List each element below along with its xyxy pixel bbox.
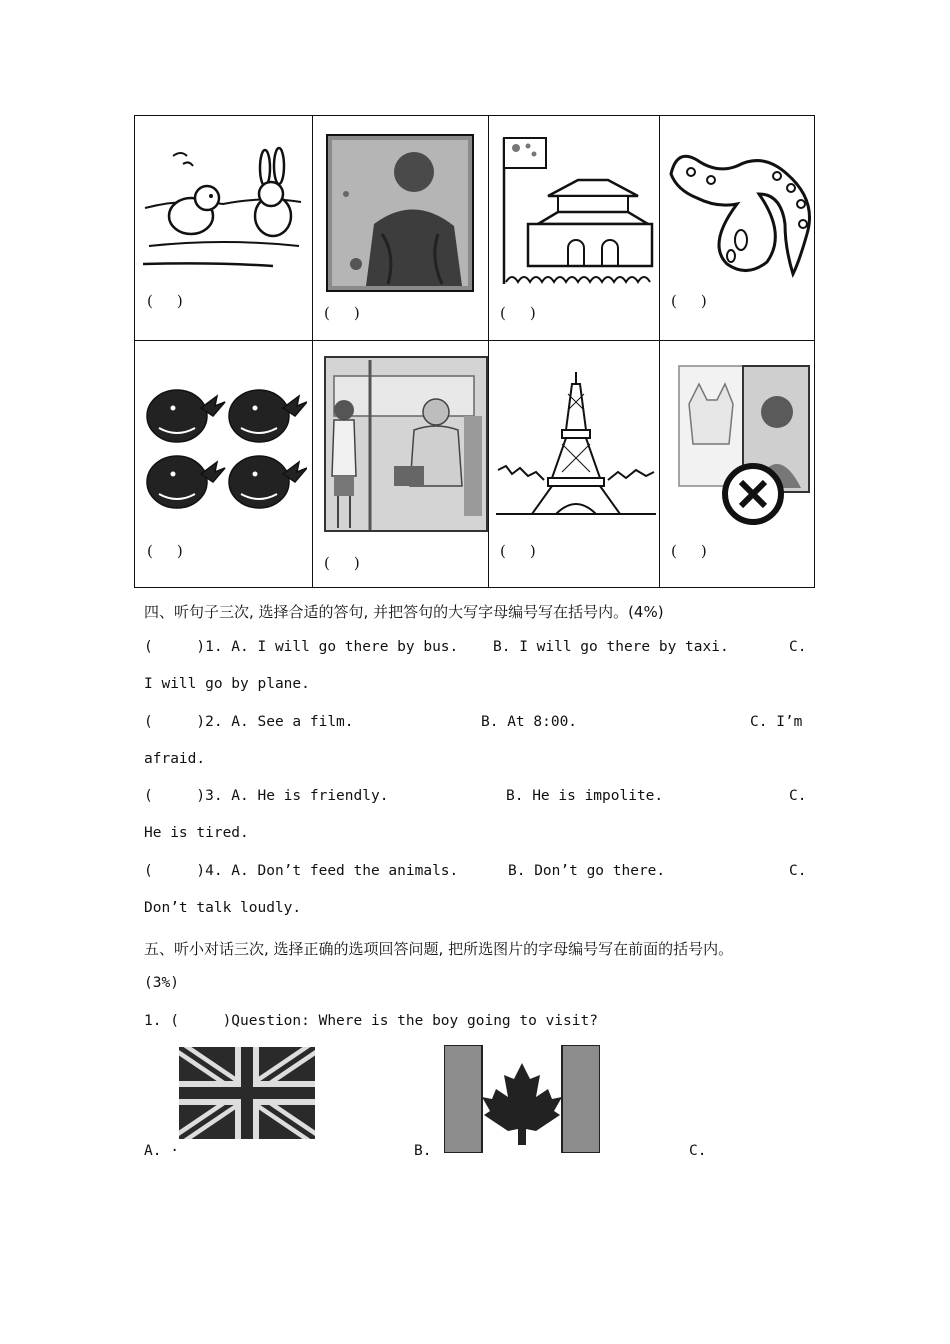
picture-cell-tortoise-hare [135, 116, 312, 340]
tortoise-hare-image [143, 146, 303, 276]
question-2-option-c-text: afraid. [144, 751, 206, 767]
answer-parens[interactable]: ( ) [671, 542, 708, 560]
no-photos-sign-image [677, 364, 811, 530]
question-3-option-a: ( )3. A. He is friendly. [144, 788, 389, 804]
section5-question-1: 1. ( )Question: Where is the boy going to visit? [144, 1013, 598, 1029]
picture-grid [134, 115, 815, 588]
question-4-option-c-text: Don’t talk loudly. [144, 900, 302, 916]
picture-cell-whales [135, 340, 312, 587]
uk-flag-image [179, 1047, 315, 1139]
question-3-option-c-text: He is tired. [144, 825, 249, 841]
answer-parens[interactable]: ( ) [147, 542, 184, 560]
bus-seat-image [324, 356, 488, 532]
picture-cell-tiananmen [488, 116, 659, 340]
question-1-option-a: ( )1. A. I will go there by bus. [144, 639, 459, 655]
tiananmen-image [498, 134, 656, 286]
question-1-option-b: B. I will go there by taxi. [493, 639, 729, 655]
octopus-image [667, 144, 815, 280]
answer-parens[interactable]: ( ) [324, 304, 361, 322]
question-1-option-c-text: I will go by plane. [144, 676, 310, 692]
question-3-option-c: C. [789, 788, 807, 804]
picture-cell-athlete [312, 116, 488, 340]
picture-cell-octopus [659, 116, 814, 340]
eiffel-tower-image [496, 370, 656, 516]
section5-option-a: A. · [144, 1143, 179, 1159]
question-3-option-b: B. He is impolite. [506, 788, 664, 804]
question-1-option-c: C. [789, 639, 807, 655]
picture-cell-bus-seat [312, 340, 488, 587]
section5-heading-cont: (3%) [144, 975, 179, 991]
question-2-option-b: B. At 8:00. [481, 714, 578, 730]
question-4-option-c: C. [789, 863, 807, 879]
question-2-option-c: C. I’m [750, 714, 803, 730]
whales-image [143, 382, 307, 516]
question-4-option-b: B. Don’t go there. [508, 863, 666, 879]
answer-parens[interactable]: ( ) [500, 304, 537, 322]
section5-option-c: C. [689, 1143, 707, 1159]
answer-parens[interactable]: ( ) [147, 292, 184, 310]
question-2-option-a: ( )2. A. See a film. [144, 714, 354, 730]
answer-parens[interactable]: ( ) [500, 542, 537, 560]
section5-heading: 五、听小对话三次, 选择正确的选项回答问题, 把所选图片的字母编号写在前面的括号内。 [144, 940, 734, 958]
question-4-option-a: ( )4. A. Don’t feed the animals. [144, 863, 459, 879]
section4-heading: 四、听句子三次, 选择合适的答句, 并把答句的大写字母编号写在括号内。(4%) [144, 603, 664, 621]
athlete-photo [326, 134, 474, 292]
picture-cell-eiffel [488, 340, 659, 587]
canada-flag-image [444, 1045, 600, 1153]
section5-option-b: B. [414, 1143, 432, 1159]
answer-parens[interactable]: ( ) [324, 554, 361, 572]
answer-parens[interactable]: ( ) [671, 292, 708, 310]
picture-cell-no-photos [659, 340, 814, 587]
